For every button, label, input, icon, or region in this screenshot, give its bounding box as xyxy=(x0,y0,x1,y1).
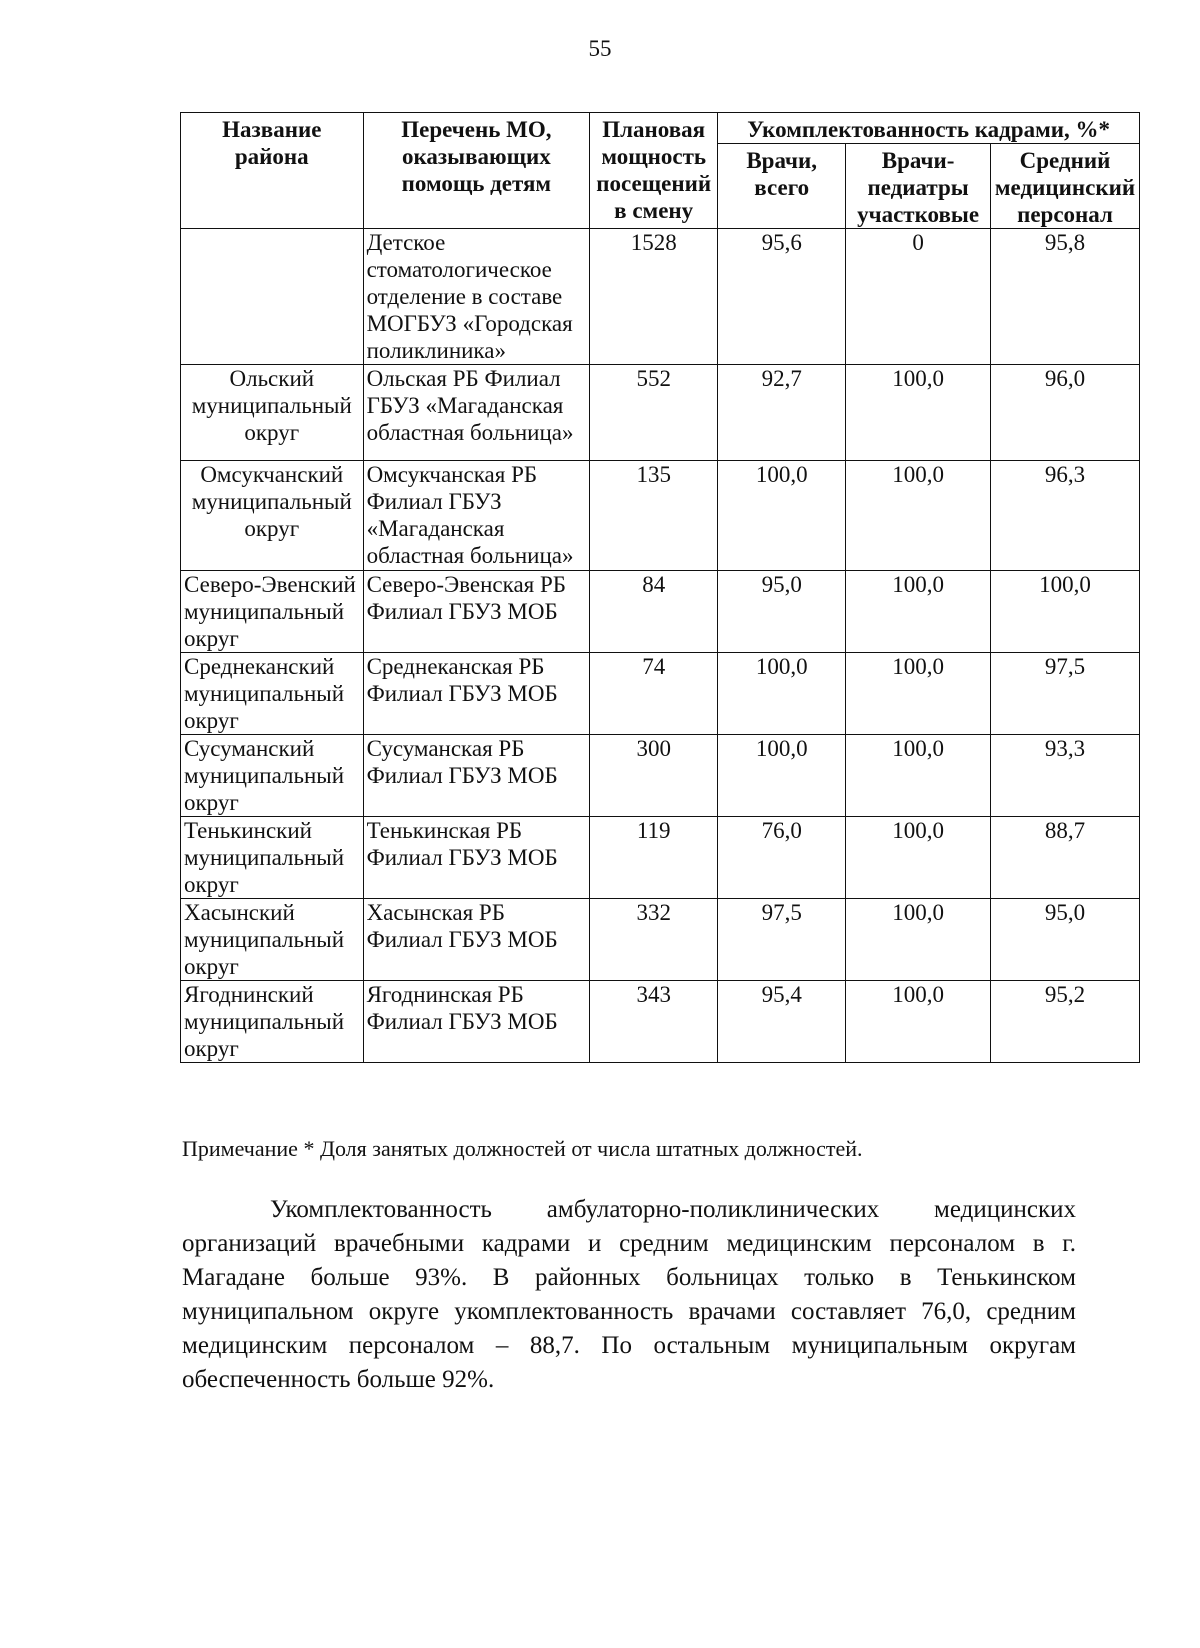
cell-district: Ягоднинский муниципальный округ xyxy=(181,981,364,1063)
cell-nurses: 100,0 xyxy=(990,571,1139,653)
cell-district: Северо-Эвенский муниципальный округ xyxy=(181,571,364,653)
cell-mo: Северо-Эвенская РБ Филиал ГБУЗ МОБ xyxy=(363,571,590,653)
header-capacity: Плановая мощность посещений в смену xyxy=(590,113,718,229)
cell-capacity: 332 xyxy=(590,899,718,981)
cell-pediatricians: 100,0 xyxy=(846,817,991,899)
table-row xyxy=(181,899,1140,981)
cell-district: Сусуманский муниципальный округ xyxy=(181,735,364,817)
cell-pediatricians: 100,0 xyxy=(846,653,991,735)
cell-mo: Ольская РБ Филиал ГБУЗ «Магаданская областная больница» xyxy=(363,365,590,461)
cell-nurses: 95,0 xyxy=(990,899,1139,981)
cell-mo: Среднеканская РБ Филиал ГБУЗ МОБ xyxy=(363,653,590,735)
cell-district: Ольский муниципальный округ xyxy=(181,365,364,461)
header-staffing-group: Укомплектованность кадрами, %* xyxy=(718,113,1140,144)
cell-pediatricians: 100,0 xyxy=(846,735,991,817)
cell-capacity: 552 xyxy=(590,365,718,461)
cell-nurses: 93,3 xyxy=(990,735,1139,817)
header-pediatricians: Врачи-педиатры участковые xyxy=(846,144,991,229)
table-row xyxy=(181,571,1140,653)
header-doctors-total: Врачи, всего xyxy=(718,144,846,229)
header-nurses: Средний медицинский персонал xyxy=(990,144,1139,229)
cell-capacity: 119 xyxy=(590,817,718,899)
table-footnote: Примечание * Доля занятых должностей от числа штатных должностей. xyxy=(182,1136,863,1161)
cell-district: Хасынский муниципальный округ xyxy=(181,899,364,981)
cell-nurses: 95,2 xyxy=(990,981,1139,1063)
cell-pediatricians: 100,0 xyxy=(846,981,991,1063)
cell-pediatricians: 100,0 xyxy=(846,461,991,571)
cell-capacity: 74 xyxy=(590,653,718,735)
cell-doctors: 92,7 xyxy=(718,365,846,461)
header-mo-list: Перечень МО, оказывающих помощь детям xyxy=(363,113,590,229)
staffing-table xyxy=(180,112,1140,1063)
cell-doctors: 95,6 xyxy=(718,229,846,365)
cell-nurses: 96,3 xyxy=(990,461,1139,571)
cell-capacity: 84 xyxy=(590,571,718,653)
table-row xyxy=(181,229,1140,365)
header-district: Название района xyxy=(181,113,364,229)
table-row xyxy=(181,735,1140,817)
table-row xyxy=(181,461,1140,571)
cell-nurses: 96,0 xyxy=(990,365,1139,461)
cell-nurses: 88,7 xyxy=(990,817,1139,899)
table-row xyxy=(181,817,1140,899)
cell-district: Омсукчанский муниципальный округ xyxy=(181,461,364,571)
cell-district xyxy=(181,229,364,365)
cell-nurses: 95,8 xyxy=(990,229,1139,365)
cell-doctors: 100,0 xyxy=(718,653,846,735)
cell-district: Среднеканский муниципальный округ xyxy=(181,653,364,735)
cell-nurses: 97,5 xyxy=(990,653,1139,735)
cell-pediatricians: 100,0 xyxy=(846,365,991,461)
cell-mo: Хасынская РБ Филиал ГБУЗ МОБ xyxy=(363,899,590,981)
cell-doctors: 97,5 xyxy=(718,899,846,981)
cell-capacity: 343 xyxy=(590,981,718,1063)
cell-pediatricians: 0 xyxy=(846,229,991,365)
cell-pediatricians: 100,0 xyxy=(846,571,991,653)
cell-doctors: 100,0 xyxy=(718,735,846,817)
cell-doctors: 100,0 xyxy=(718,461,846,571)
cell-mo: Омсукчанская РБ Филиал ГБУЗ «Магаданская областная больница» xyxy=(363,461,590,571)
cell-doctors: 95,0 xyxy=(718,571,846,653)
cell-capacity: 300 xyxy=(590,735,718,817)
cell-capacity: 135 xyxy=(590,461,718,571)
page-number: 55 xyxy=(588,36,612,61)
table-row xyxy=(181,981,1140,1063)
table-row xyxy=(181,365,1140,461)
cell-capacity: 1528 xyxy=(590,229,718,365)
cell-mo: Детское стоматологическое отделение в составе МОГБУЗ «Городская поликлиника» xyxy=(363,229,590,365)
body-paragraph: Укомплектованность амбулаторно-поликлинических медицинских организаций врачебными кадрами и средним медицинским персоналом в г. Магадане больше 93%. В районных больницах только в Тенькинском муниципальном округе укомплектованность врачами составляет 76,0, средним медицинским персоналом – 88,7. По остальным муниципальным округам обеспеченность больше 92%. xyxy=(182,1196,1076,1393)
cell-mo: Тенькинская РБ Филиал ГБУЗ МОБ xyxy=(363,817,590,899)
table-header-row xyxy=(181,113,1140,144)
cell-mo: Сусуманская РБ Филиал ГБУЗ МОБ xyxy=(363,735,590,817)
cell-mo: Ягоднинская РБ Филиал ГБУЗ МОБ xyxy=(363,981,590,1063)
cell-district: Тенькинский муниципальный округ xyxy=(181,817,364,899)
cell-doctors: 95,4 xyxy=(718,981,846,1063)
table-row xyxy=(181,653,1140,735)
cell-doctors: 76,0 xyxy=(718,817,846,899)
cell-pediatricians: 100,0 xyxy=(846,899,991,981)
